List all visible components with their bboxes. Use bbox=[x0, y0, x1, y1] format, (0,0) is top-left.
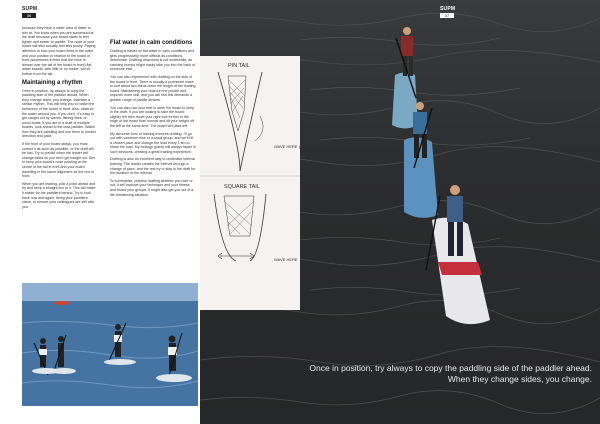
paragraph: My favourite form of training involves drafting. I'll go out with someone else or a small group, and we'll hit a chosen pace and change the lead every 1 km to share the load. My ecology (pace) will always faster in such sessions, creating a great training experience. bbox=[110, 131, 196, 154]
pin-tail-note: WAVE HERE (HOLE) bbox=[274, 144, 313, 149]
paragraph: You can also use your feet to steer the board to keep in the draft. If you are looking to take the board slightly left then move your right foot further to the edge of the board than normal and lift your weight off the left at the same time. The board will pass left. bbox=[110, 105, 195, 128]
masthead-left bbox=[22, 6, 36, 18]
paragraph: Drafting is also an excellent way to undertake interval training. The leader creates the interval through a change of pace, and the rest try to stay in the draft for the duration of the interval. bbox=[110, 157, 196, 176]
paddlers-photo-illustration bbox=[22, 283, 198, 406]
paragraph: When you are leading, pick a point ahead and try and keep a straight line to it. This will make it easier for the paddlers behind. Try to look back now and again; being your paddlers' vision, to ensure your colleagues are still with you. bbox=[22, 181, 96, 209]
paragraph: If the front of your board strays, you must correct it as soon as possible, or the draft will be lost. Try to predict when the leader will change sides so you don't get caught out. Aim to keep your board's nose pointing at the centre of the tail in front and your board travelling in the same alignment as the one in front. bbox=[22, 142, 96, 179]
page-number-left: 36 bbox=[22, 13, 36, 18]
right-text-column bbox=[110, 40, 196, 200]
paragraph: You can also experiment with drafting on the side of the board in front. There is usually a prominent wave to surf about two-thirds down the length of the leading board. Maintaining your board in the pocket and requires more skill, and you will find this demands a greater range of paddle strokes. bbox=[110, 74, 196, 102]
section-heading-flat-water: Flat water in calm conditions bbox=[110, 40, 193, 46]
intro-paragraph: because they have a wider area of water to aim at. You know when you are successful at the draft because your board starts to feel lighter and easier to paddle. The nose of your board will also actually feel less pushy. Paying attention to how your board feels in the wake and your position in relation to the board in front (sometimes it feels that the nose is almost over the tail of the board in front) flat water boards, with little or no rocker, will sit further from the tail. bbox=[22, 26, 96, 76]
page-number-right: 37 bbox=[440, 13, 454, 18]
square-tail-note: WAVE HERE bbox=[274, 257, 298, 262]
pin-tail-label: PIN TAIL bbox=[228, 63, 250, 69]
tail-sketches bbox=[200, 56, 313, 310]
square-tail-label: SQUARE TAIL bbox=[224, 184, 260, 190]
tail-diagram bbox=[200, 56, 313, 310]
paragraph: Once in position, try always to copy the paddling side of the paddler ahead. When they change sides, you change. Maintain a similar rhythm. This will help you to match the behaviour of the board in front. Also, observe the water around you. If you don't, it's easy to get caught out by waves, fishing lines, or wood boats. If you are in a draft of multiple boards, look ahead to the lead paddler. Watch how they are paddling and use them to predict direction and pace. bbox=[22, 88, 96, 139]
photo-caption: Once in position, try always to copy the paddling side of the paddler ahead. When they change sides, you change. bbox=[309, 363, 592, 384]
paddlers-photo bbox=[22, 283, 198, 406]
left-text-column bbox=[22, 26, 96, 212]
paragraph: Drafting is easier on flat water in calm conditions and gets progressively more difficult as conditions deteriorate. Drafting downwind is not worthwhile, as catching bumps might easily take you into the back of someone else. bbox=[110, 49, 196, 72]
masthead-title: SUPM bbox=[440, 6, 456, 12]
masthead-title: SUPM bbox=[22, 6, 38, 12]
paragraph: To summarise, practise drafting whether you race or not, it will improve your technique and your fitness and board your groups. It might also get you out of a life-threatening situation. bbox=[110, 178, 194, 197]
section-heading-rhythm: Maintaining a rhythm bbox=[22, 79, 83, 86]
masthead-right bbox=[440, 6, 454, 18]
paddleboards bbox=[392, 73, 490, 325]
